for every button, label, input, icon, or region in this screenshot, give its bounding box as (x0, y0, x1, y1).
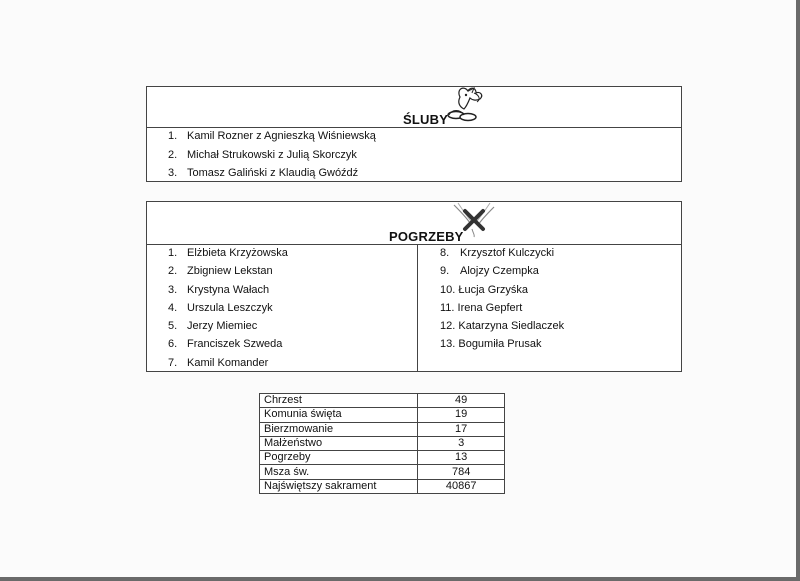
table-row: Komunia święta 19 (260, 408, 505, 422)
table-row: Małżeństwo 3 (260, 436, 505, 450)
funerals-title: POGRZEBY (389, 229, 464, 244)
list-item: 12. Katarzyna Siedlaczek (440, 320, 565, 333)
table-row: Najświętszy sakrament 40867 (260, 479, 505, 493)
list-item: 2. Zbigniew Lekstan (168, 265, 273, 278)
list-item: 13. Bogumiła Prusak (440, 338, 542, 351)
list-item: 1. Elżbieta Krzyżowska (168, 247, 288, 259)
weddings-title: ŚLUBY (403, 112, 449, 127)
list-item: 3. Krystyna Wałach (168, 283, 270, 296)
funerals-section (146, 201, 682, 372)
funerals-list-right (440, 244, 564, 354)
list-item: 7. Kamil Komander (168, 356, 269, 369)
list-item: 5. Jerzy Miemiec (168, 320, 258, 333)
list-item: 1. Kamil Rozner z Agnieszką Wiśniewską (168, 130, 376, 142)
table-row: Bierzmowanie 17 (260, 422, 505, 436)
list-item: 10. Łucja Grzyśka (440, 283, 529, 296)
weddings-list (168, 127, 376, 183)
list-item: 11. Irena Gepfert (440, 301, 523, 314)
weddings-section (146, 86, 682, 182)
table-row: Chrzest 49 (260, 394, 505, 408)
table-row: Pogrzeby 13 (260, 451, 505, 465)
funerals-list-left (168, 244, 288, 372)
table-row: Msza św. 784 (260, 465, 505, 479)
list-item: 2. Michał Strukowski z Julią Skorczyk (168, 148, 357, 161)
list-item: 3. Tomasz Galiński z Klaudią Gwóźdź (168, 167, 359, 179)
list-item: 4. Urszula Leszczyk (168, 301, 273, 314)
cross-with-wheat-icon (450, 201, 498, 239)
list-item: 8. Krzysztof Kulczycki (440, 247, 555, 259)
sacraments-stats-table (259, 393, 505, 494)
column-divider (417, 244, 418, 371)
dove-icon (446, 85, 488, 129)
list-item: 6. Franciszek Szweda (168, 338, 283, 351)
list-item: 9. Alojzy Czempka (440, 265, 539, 278)
